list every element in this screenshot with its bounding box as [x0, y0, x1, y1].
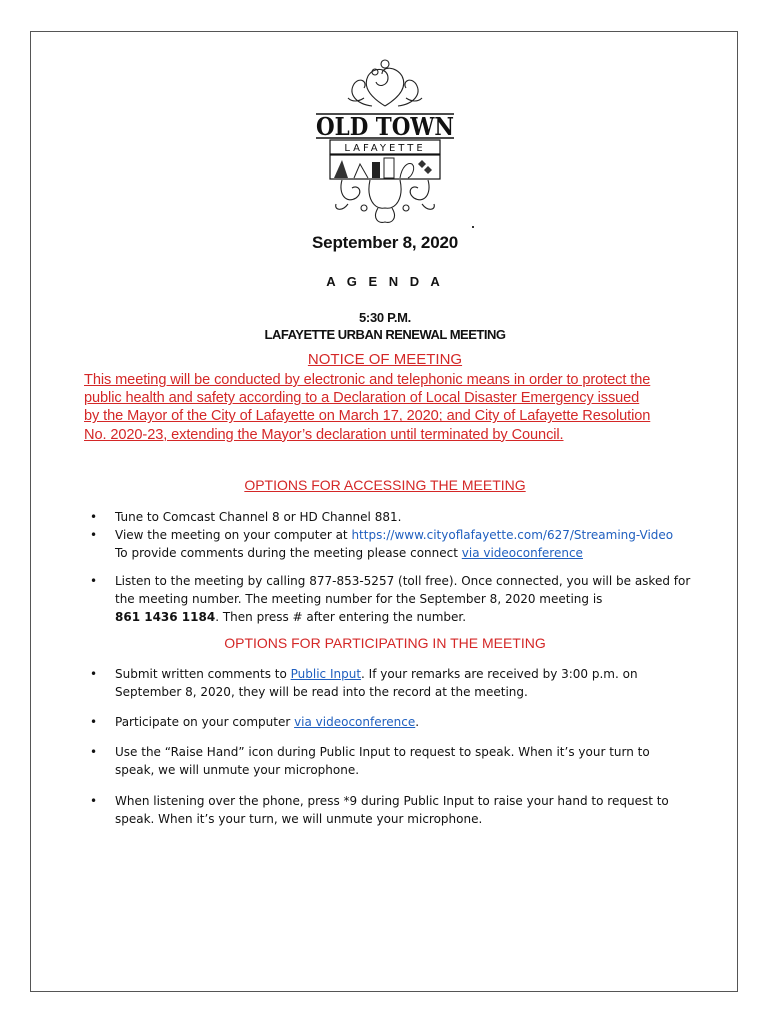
list-item-text: . If your remarks are received by 3:00 p.m. on [361, 667, 638, 681]
notice-body [84, 371, 704, 444]
list-item-text: speak. When it’s your turn, we will unmute your microphone. [115, 812, 483, 826]
agenda-heading: A G E N D A [326, 274, 444, 289]
list-item-text: September 8, 2020, they will be read into the record at the meeting. [115, 685, 528, 699]
bullet-icon: • [90, 510, 98, 524]
list-item [90, 743, 710, 779]
list-item-text: Tune to Comcast Channel 8 or HD Channel 881. [115, 510, 402, 524]
access-section-title: OPTIONS FOR ACCESSING THE MEETING [244, 477, 526, 493]
streaming-video-link[interactable]: https://www.cityoflafayette.com/627/Streaming-Video [351, 528, 674, 542]
old-town-lafayette-logo [312, 58, 458, 226]
list-item [90, 526, 710, 562]
bullet-icon: • [90, 667, 98, 681]
meeting-name: LAFAYETTE URBAN RENEWAL MEETING [264, 327, 506, 342]
list-item-text: Listen to the meeting by calling 877-853-5257 (toll free). Once connected, you will be asked for [115, 574, 691, 588]
logo-subtitle: LAFAYETTE [344, 143, 426, 154]
list-item-text: . [415, 715, 420, 729]
notice-line: by the Mayor of the City of Lafayette on March 17, 2020; and City of Lafayette Resolution [84, 408, 651, 425]
list-item-text: To provide comments during the meeting please connect [115, 546, 462, 560]
meeting-date: September 8, 2020 [312, 233, 458, 252]
list-item-text: . Then press # after entering the number. [215, 610, 467, 624]
list-item [90, 665, 710, 701]
notice-title: NOTICE OF MEETING [307, 351, 463, 368]
notice-line: public health and safety according to a Declaration of Local Disaster Emergency issued [84, 390, 640, 407]
list-item-text: Participate on your computer [115, 715, 295, 729]
logo-title: OLD TOWN [316, 112, 454, 141]
participate-section-title: OPTIONS FOR PARTICIPATING IN THE MEETING [224, 635, 546, 651]
bullet-icon: • [90, 794, 98, 808]
bullet-icon: • [90, 715, 98, 729]
list-item [90, 792, 710, 828]
notice-line: No. 2020-23, extending the Mayor’s declaration until terminated by Council. [84, 426, 564, 443]
bullet-icon: • [90, 574, 98, 588]
list-item-text: Use the “Raise Hand” icon during Public Input to request to speak. When it’s your turn to [115, 745, 650, 759]
stray-dot [472, 226, 474, 228]
list-item-text: the meeting number. The meeting number for the September 8, 2020 meeting is [115, 592, 603, 606]
notice-line: This meeting will be conducted by electronic and telephonic means in order to protect the [84, 372, 651, 388]
list-item-text: Submit written comments to [115, 667, 291, 681]
list-item-text: When listening over the phone, press *9 during Public Input to raise your hand to request to [115, 794, 669, 808]
list-item-text: speak, we will unmute your microphone. [115, 763, 360, 777]
list-item-text: View the meeting on your computer at [115, 528, 352, 542]
meeting-number: 861 1436 1184 [115, 610, 216, 624]
list-item [90, 572, 710, 626]
bullet-icon: • [90, 528, 98, 542]
public-input-link[interactable]: Public Input [290, 667, 362, 681]
bullet-icon: • [90, 745, 98, 759]
meeting-time: 5:30 P.M. [359, 310, 411, 325]
videoconference-link[interactable]: via videoconference [294, 715, 416, 729]
videoconference-link[interactable]: via videoconference [461, 546, 583, 560]
